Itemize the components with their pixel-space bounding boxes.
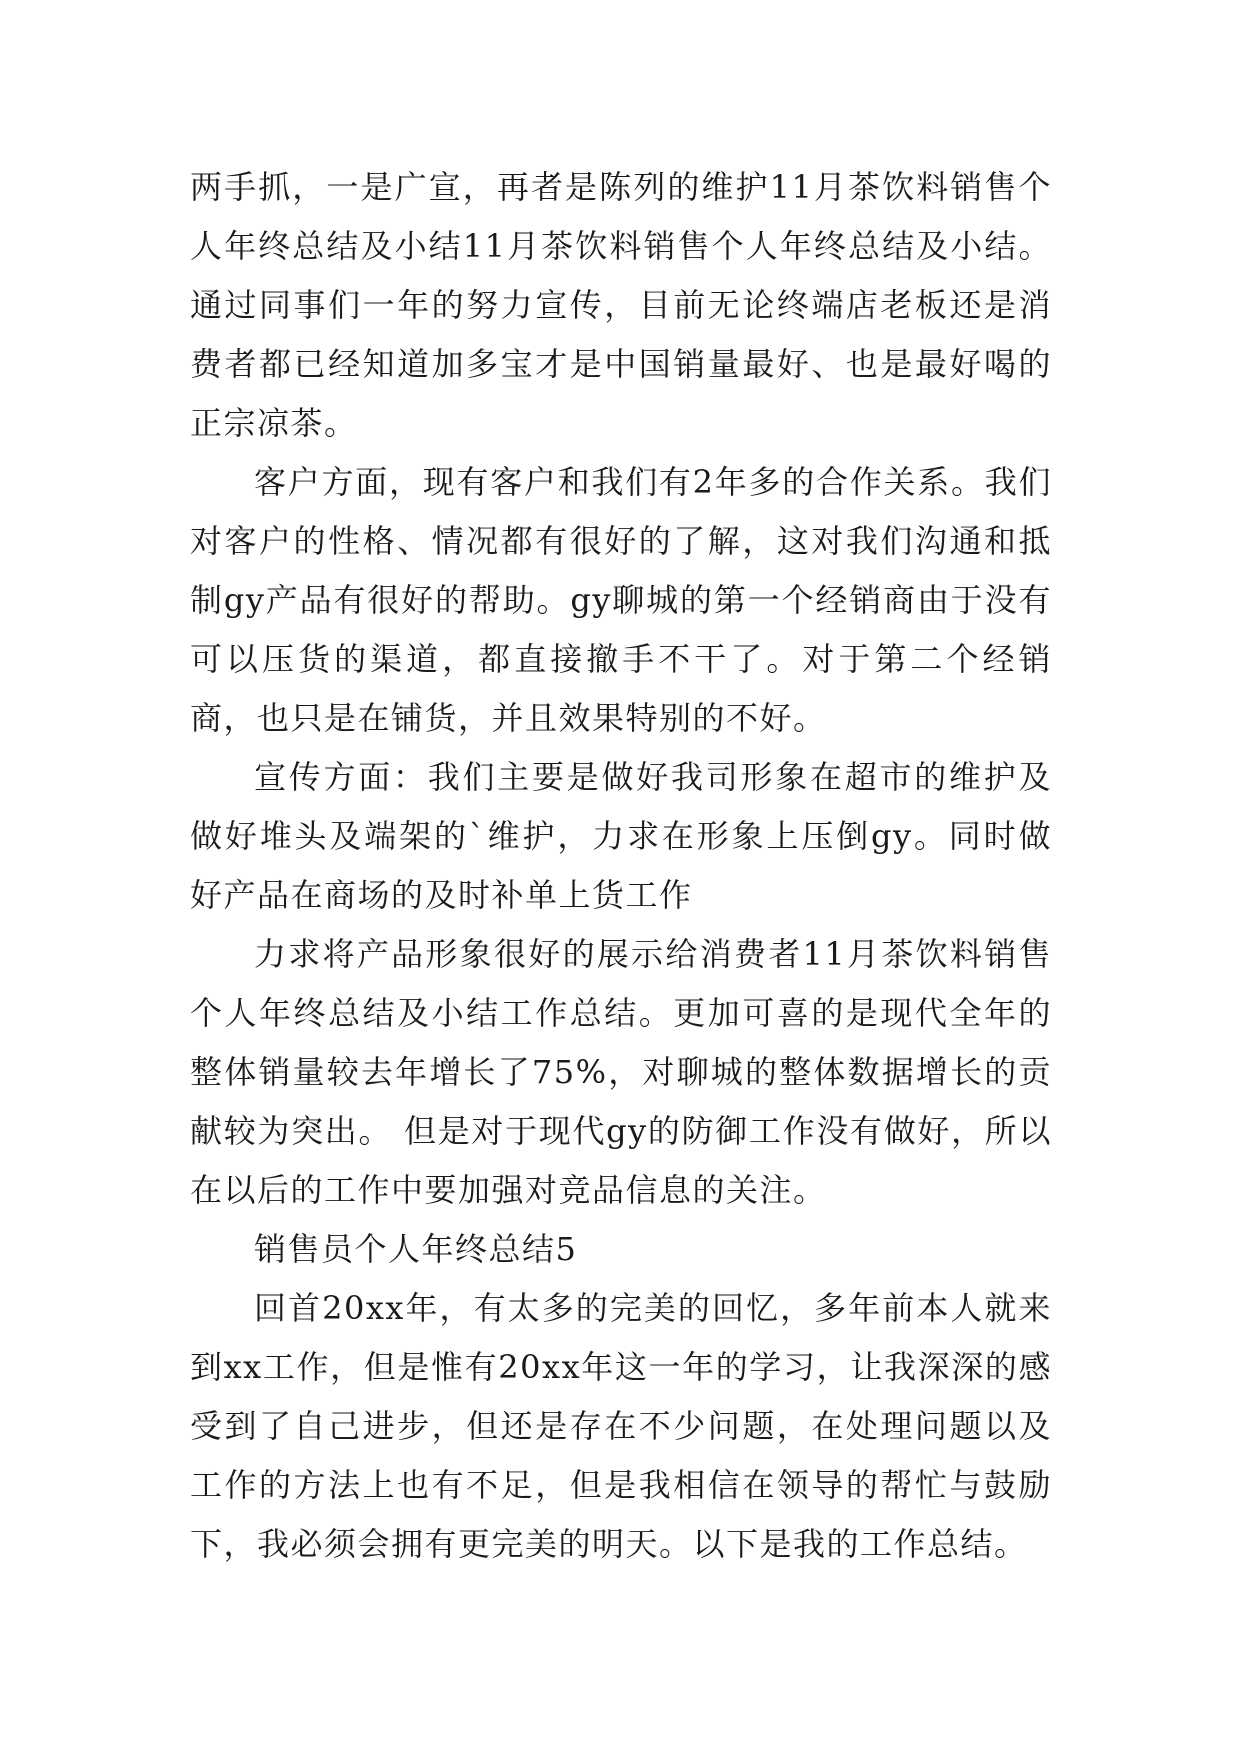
section-heading: 销售员个人年终总结5 — [254, 1230, 578, 1268]
paragraph-product-display: 力求将产品形象很好的展示给消费者11月茶饮料销售个人年终总结及小结工作总结。更加可喜的是现代全年的整体销量较去年增长了75%，对聊城的整体数据增长的贡献较为突出。 但是对于现代gy的防御工作没有做好，所以在以后的工作中要加强对竞品信息的关注。 — [190, 935, 1052, 1209]
paragraph-promotion-intro: 两手抓，一是广宣，再者是陈列的维护11月茶饮料销售个人年终总结及小结11月茶饮料销售个人年终总结及小结。通过同事们一年的努力宣传，目前无论终端店老板还是消费者都已经知道加多宝才是中国销量最好、也是最好喝的正宗凉茶。 — [190, 168, 1052, 442]
paragraph-review: 回首20xx年，有太多的完美的回忆，多年前本人就来到xx工作，但是惟有20xx年这一年的学习，让我深深的感受到了自己进步，但还是存在不少问题，在处理问题以及工作的方法上也有不足，但是我相信在领导的帮忙与鼓励下，我必须会拥有更完美的明天。以下是我的工作总结。 — [190, 1289, 1052, 1563]
paragraph-customers: 客户方面，现有客户和我们有2年多的合作关系。我们对客户的性格、情况都有很好的了解，这对我们沟通和抵制gy产品有很好的帮助。gy聊城的第一个经销商由于没有可以压货的渠道，都直接撤手不干了。对于第二个经销商，也只是在铺货，并且效果特别的不好。 — [190, 463, 1052, 737]
paragraph-publicity: 宣传方面：我们主要是做好我司形象在超市的维护及做好堆头及端架的`维护，力求在形象上压倒gy。同时做好产品在商场的及时补单上货工作 — [190, 758, 1052, 914]
document-body — [190, 158, 1052, 1574]
